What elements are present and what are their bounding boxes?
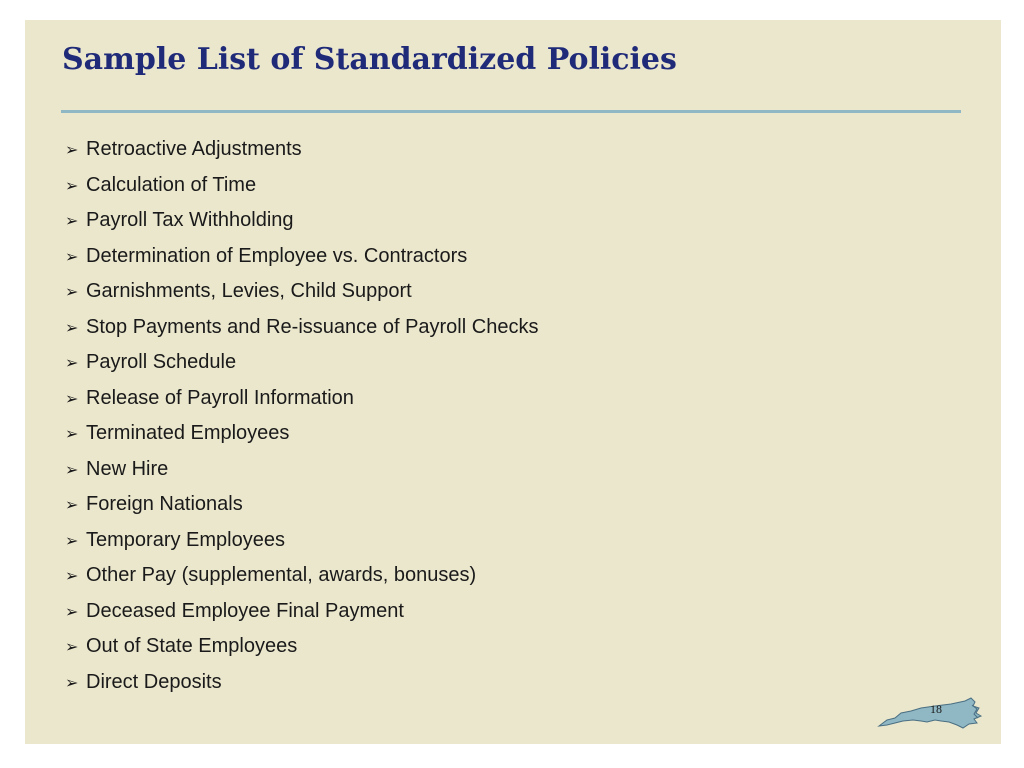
list-item [65,665,538,701]
list-item-label: Foreign Nationals [86,493,243,516]
arrowhead-bullet-icon: ➢ [65,495,79,515]
policy-list [65,132,538,700]
list-item [65,345,538,381]
arrowhead-bullet-icon: ➢ [65,566,79,586]
list-item [65,310,538,346]
arrowhead-bullet-icon: ➢ [65,601,79,621]
list-item [65,132,538,168]
arrowhead-bullet-icon: ➢ [65,175,79,195]
arrowhead-bullet-icon: ➢ [65,530,79,550]
list-item [65,594,538,630]
list-item-label: Other Pay (supplemental, awards, bonuses) [86,564,477,587]
slide [25,20,1001,744]
arrowhead-bullet-icon: ➢ [65,317,79,337]
list-item-label: Terminated Employees [86,422,290,445]
list-item [65,239,538,275]
list-item [65,452,538,488]
arrowhead-bullet-icon: ➢ [65,424,79,444]
list-item [65,381,538,417]
list-item-label: Deceased Employee Final Payment [86,599,404,622]
list-item-label: New Hire [86,457,169,480]
list-item [65,416,538,452]
list-item [65,203,538,239]
arrowhead-bullet-icon: ➢ [65,388,79,408]
list-item [65,629,538,665]
list-item-label: Retroactive Adjustments [86,138,302,161]
list-item-label: Payroll Tax Withholding [86,209,294,232]
list-item-label: Release of Payroll Information [86,386,354,409]
arrowhead-bullet-icon: ➢ [65,459,79,479]
list-item-label: Temporary Employees [86,528,285,551]
arrowhead-bullet-icon: ➢ [65,353,79,373]
list-item [65,168,538,204]
list-item [65,558,538,594]
arrowhead-bullet-icon: ➢ [65,140,79,160]
list-item-label: Out of State Employees [86,635,298,658]
list-item-label: Determination of Employee vs. Contractors [86,244,468,267]
arrowhead-bullet-icon: ➢ [65,672,79,692]
arrowhead-bullet-icon: ➢ [65,246,79,266]
slide-title: Sample List of Standardized Policies [62,42,677,77]
list-item [65,274,538,310]
list-item [65,487,538,523]
page-number: 18 [930,702,942,716]
arrowhead-bullet-icon: ➢ [65,637,79,657]
list-item-label: Payroll Schedule [86,351,237,374]
list-item-label: Garnishments, Levies, Child Support [86,280,412,303]
list-item-label: Stop Payments and Re-issuance of Payroll Checks [86,315,539,338]
arrowhead-bullet-icon: ➢ [65,282,79,302]
list-item [65,523,538,559]
title-divider [61,110,961,113]
list-item-label: Calculation of Time [86,173,257,196]
arrowhead-bullet-icon: ➢ [65,211,79,231]
list-item-label: Direct Deposits [86,670,222,693]
